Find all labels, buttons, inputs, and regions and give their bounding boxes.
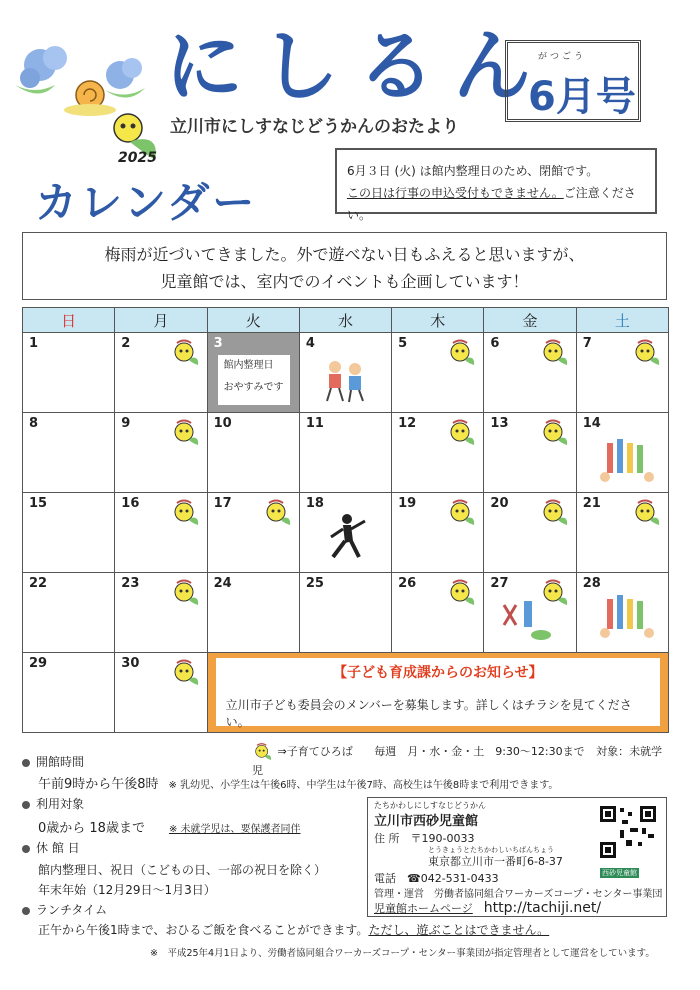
weekday-tue: 火 [207, 308, 299, 333]
day-cell [576, 573, 668, 653]
day-number: 9 [121, 416, 131, 431]
day-cell [576, 493, 668, 573]
tel-line [374, 870, 499, 886]
issue-ruby: がつごう [538, 52, 587, 62]
closed-title: 休 館 日 [36, 841, 80, 855]
day-cell-closed [207, 333, 299, 413]
lunch-row [38, 921, 549, 938]
day-cell [299, 573, 391, 653]
day-cell [115, 413, 207, 493]
day-cell [299, 493, 391, 573]
closed-days-1: 館内整理日、祝日（こどもの日、一部の祝日を除く） [38, 863, 327, 877]
crayons-children-icon [597, 435, 657, 485]
calendar-heading: カレンダー [35, 178, 258, 227]
target-title-row [22, 795, 84, 812]
target-row [38, 817, 301, 836]
day-cell [484, 493, 576, 573]
management-line: 管理・運営 労働者協同組合ワーカーズコープ・センター事業団 [374, 889, 663, 900]
day-cell [23, 573, 115, 653]
day-cell [23, 653, 115, 733]
center-ruby: たちかわしにしすなじどうかん [374, 801, 486, 810]
notice-underlined: この日は行事の申込受付もできません。 [347, 186, 564, 200]
day-number: 14 [582, 416, 601, 431]
day-number: 20 [490, 496, 509, 511]
issue-label: 6月号 [528, 74, 636, 120]
day-cell [115, 573, 207, 653]
day-number: 22 [29, 576, 48, 591]
kosodate-mascot-icon [540, 418, 570, 448]
day-cell [299, 333, 391, 413]
intro-message [22, 232, 667, 300]
lunch-text: 正午から午後1時まで、おひるご飯を食べることができます。 [38, 923, 369, 937]
website-label: 児童館ホームページ [374, 902, 473, 915]
day-number: 3 [213, 336, 223, 351]
day-cell [576, 413, 668, 493]
newsletter-title: にしるん [165, 22, 550, 112]
hours-row [38, 773, 558, 792]
kosodate-mascot-icon [263, 498, 293, 528]
kosodate-mascot-icon [171, 418, 201, 448]
issue-box [505, 40, 641, 122]
qr-caption: 西砂児童館 [602, 869, 637, 877]
hours-title-row [22, 753, 84, 770]
kosodate-mascot-icon [171, 578, 201, 608]
kosodate-label: ⇒子育てひろば [277, 745, 353, 758]
june-calendar [22, 307, 669, 733]
kosodate-mascot-icon [171, 658, 201, 688]
year-badge: 2025 [118, 150, 157, 166]
announcement-body: 立川市子ども委員会のメンバーを募集します。詳しくはチラシを見てください。 [225, 698, 632, 729]
day-cell [207, 493, 299, 573]
closure-notice [335, 148, 657, 222]
lunch-title: ランチタイム [36, 903, 108, 917]
day-number: 5 [398, 336, 408, 351]
day-number: 7 [582, 336, 592, 351]
day-number: 4 [305, 336, 315, 351]
lunch-title-row [22, 901, 107, 918]
day-number: 24 [213, 576, 232, 591]
weekday-fri: 金 [484, 308, 576, 333]
qr-code-icon[interactable] [598, 804, 658, 864]
day-number: 23 [121, 576, 140, 591]
kosodate-mascot-icon [632, 498, 662, 528]
calendar-week [23, 493, 669, 573]
day-number: 2 [121, 336, 131, 351]
notice-line-2 [347, 182, 645, 226]
day-number: 18 [305, 496, 324, 511]
kosodate-mascot-icon [171, 498, 201, 528]
kosodate-schedule: 毎週 月・水・金・土 9:30～12:30まで [374, 745, 585, 758]
address-line [374, 830, 474, 846]
closed-day-label [218, 355, 290, 405]
intro-line-1: 梅雨が近づいてきました。外で遊べない日もふえると思いますが、 [104, 245, 585, 264]
bullet-icon [22, 801, 30, 809]
snail-icon [64, 81, 116, 116]
day-number: 11 [305, 416, 324, 431]
calendar-week [23, 333, 669, 413]
announcement-inner [216, 658, 660, 729]
day-cell [115, 653, 207, 733]
day-number: 16 [121, 496, 140, 511]
day-number: 29 [29, 656, 48, 671]
kosodate-mascot-icon [447, 418, 477, 448]
children-playing-icon [315, 355, 375, 405]
weekday-thu: 木 [392, 308, 484, 333]
lunch-note: ただし、遊ぶことはできません。 [368, 923, 550, 937]
hours-title: 開館時間 [36, 755, 85, 769]
postal-code: 〒190-0033 [410, 832, 475, 845]
day-cell [392, 413, 484, 493]
footnote: ※ 平成25年4月1日より、労働者協同組合ワーカーズコープ・センター事業団が指定管理者として運営をしています。 [150, 948, 655, 959]
weekday-sat: 土 [576, 308, 668, 333]
bullet-icon [22, 759, 30, 767]
announcement-title: 【子ども育成課からのお知らせ】 [332, 665, 543, 681]
kosodate-mascot-icon [447, 338, 477, 368]
day-number: 25 [305, 576, 324, 591]
kosodate-mascot-icon [447, 498, 477, 528]
day-number: 28 [582, 576, 601, 591]
kosodate-mascot-icon [171, 338, 201, 368]
day-cell [115, 333, 207, 413]
kosodate-mascot-icon [540, 498, 570, 528]
weekday-header [23, 308, 669, 333]
bullet-icon [22, 845, 30, 853]
website-line [374, 900, 601, 916]
address-ruby: とうきょうとたちかわしいちばんちょう [428, 846, 554, 854]
closed-label-line-2: おやすみです [223, 382, 284, 393]
basketball-player-icon [315, 511, 375, 561]
kosodate-mascot-icon [252, 742, 274, 762]
calendar-week [23, 653, 669, 733]
kosodate-mascot-icon [447, 578, 477, 608]
target-note: ※ 未就学児は、要保護者同伴 [168, 824, 301, 835]
day-number: 1 [29, 336, 39, 351]
day-number: 17 [213, 496, 232, 511]
day-cell [484, 333, 576, 413]
day-number: 19 [398, 496, 417, 511]
center-name: 立川市西砂児童館 [374, 814, 479, 829]
day-cell [392, 333, 484, 413]
hours-text: 午前9時から午後8時 [38, 777, 159, 792]
crayons-children-icon [597, 591, 657, 641]
hours-note: ※ 乳幼児、小学生は午後6時、中学生は午後7時、高校生は午後8時まで利用できます。 [168, 780, 559, 791]
kosodate-mascot-icon [540, 338, 570, 368]
announcement-cell [207, 653, 668, 733]
day-number: 13 [490, 416, 509, 431]
day-cell [207, 573, 299, 653]
closed-days-2: 年末年始（12月29日～1月3日） [38, 883, 216, 897]
announcement-box [208, 653, 668, 732]
craft-supplies-icon [496, 595, 556, 645]
target-text: 0歳から 18歳まで [38, 821, 145, 836]
address-label: 住 所 [374, 832, 400, 845]
day-number: 12 [398, 416, 417, 431]
newsletter-subtitle: 立川市にしすなじどうかんのおたより [170, 117, 459, 137]
day-cell [23, 413, 115, 493]
day-number: 26 [398, 576, 417, 591]
tel-number: ☎042-531-0433 [407, 872, 499, 885]
day-number: 27 [490, 576, 509, 591]
website-link[interactable]: http://tachiji.net/ [483, 900, 602, 916]
tel-label: 電話 [374, 872, 396, 885]
day-cell [392, 573, 484, 653]
day-number: 21 [582, 496, 601, 511]
calendar-week [23, 413, 669, 493]
day-number: 6 [490, 336, 500, 351]
closed-title-row [22, 839, 80, 856]
intro-line-2: 児童館では、室内でのイベントも企画しています！ [160, 272, 529, 291]
notice-rest: ご注意ください。 [347, 186, 636, 222]
weekday-wed: 水 [299, 308, 391, 333]
kosodate-target: 対象：未就学児 [252, 745, 663, 777]
calendar-week [23, 573, 669, 653]
bullet-icon [22, 907, 30, 915]
weekday-mon: 月 [115, 308, 207, 333]
day-cell [207, 413, 299, 493]
day-cell [576, 333, 668, 413]
day-number: 10 [213, 416, 232, 431]
day-cell [484, 573, 576, 653]
day-number: 30 [121, 656, 140, 671]
day-number: 8 [29, 416, 39, 431]
notice-line-1: 6月３日 (火) は館内整理日のため、閉館です。 [347, 164, 599, 178]
day-cell [23, 493, 115, 573]
day-cell [23, 333, 115, 413]
day-cell [115, 493, 207, 573]
address-text: 東京都立川市一番町6-8-37 [428, 855, 563, 868]
center-contact-box [367, 797, 667, 917]
closed-label-line-1: 館内整理日 [223, 360, 274, 371]
kosodate-mascot-icon [632, 338, 662, 368]
target-title: 利用対象 [36, 797, 85, 811]
day-number: 15 [29, 496, 48, 511]
weekday-sun: 日 [23, 308, 115, 333]
day-cell [484, 413, 576, 493]
day-cell [392, 493, 484, 573]
day-cell [299, 413, 391, 493]
